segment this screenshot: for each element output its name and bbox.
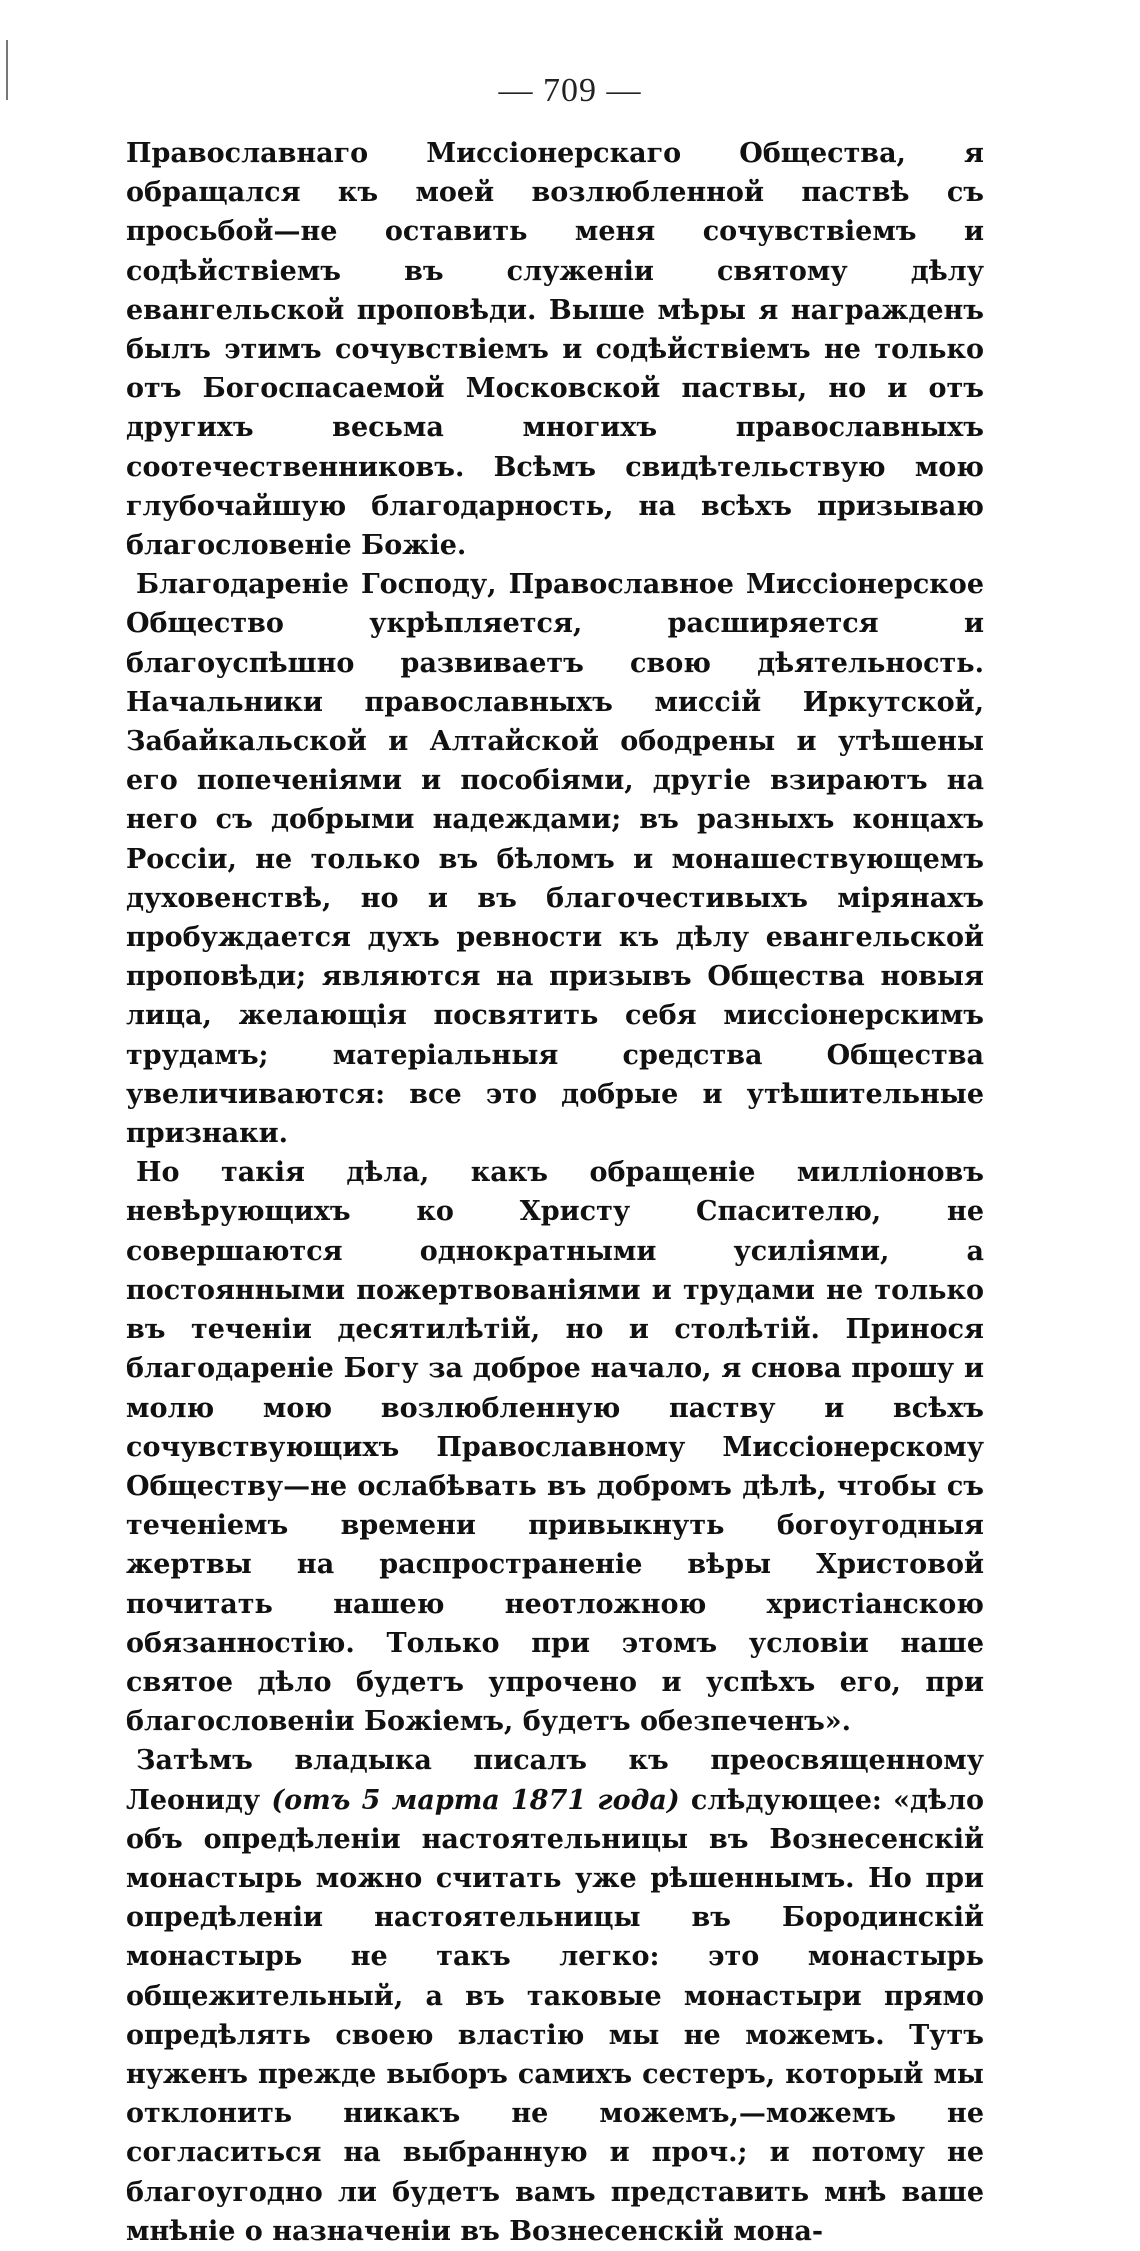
paragraph-3: Но такія дѣла, какъ обращеніе милліоновъ невѣрующихъ ко Христу Спасителю, не совершаются однократными усиліями, а постоянными пожертвованіями и трудами не только въ теченіи десятилѣтій, но и столѣтій. Принося благодареніе Богу за доброе начало, я снова прошу и молю мою возлюбленную паству и всѣхъ сочувствующихъ Православному Миссіонерскому Обществу—не ослабѣвать въ добромъ дѣлѣ, чтобы съ теченіемъ времени привыкнуть богоугодныя жертвы на распространеніе вѣры Христовой почитать нашею неотложною христіанскою обязанностію. Только при этомъ условіи наше святое дѣло будетъ упрочено и успѣхъ его, при благословеніи Божіемъ, будетъ обезпеченъ».: [126, 1157, 984, 1738]
paragraph-4-body: слѣдующее: «дѣло объ опредѣленіи настоятельницы въ Вознесенскій монастырь можно считать уже рѣшеннымъ. Но при опредѣленіи настоятельницы въ Бородинскій монастырь не такъ легко: это монастырь общежительный, а въ таковые монастыри прямо опредѣлять своею властію мы не можемъ. Тутъ нуженъ прежде выборъ самихъ сестеръ, который мы отклонить никакъ не можемъ,—можемъ не согласиться на выбранную и проч.; и потому не благоугодно ли будетъ вамъ представить мнѣ ваше мнѣніе о назначеніи въ Вознесенскій мона-: [126, 1784, 984, 2247]
paragraph-4: [126, 1741, 984, 2251]
paragraph-1: Православнаго Миссіонерскаго Общества, я обращался къ моей возлюбленной паствѣ съ просьбой—не оставить меня сочувствіемъ и содѣйствіемъ въ служеніи святому дѣлу евангельской проповѣди. Выше мѣры я награжденъ былъ этимъ сочувствіемъ и содѣйствіемъ не только отъ Богоспасаемой Московской паствы, но и отъ другихъ весьма многихъ православныхъ соотечественниковъ. Всѣмъ свидѣтельствую мою глубочайшую благодарность, на всѣхъ призываю благословеніе Божіе.: [126, 138, 984, 562]
paragraph-2: Благодареніе Господу, Православное Миссіонерское Общество укрѣпляется, расширяется и благоуспѣшно развиваетъ свою дѣятельность. Начальники православныхъ миссій Иркутской, Забайкальской и Алтайской ободрены и утѣшены его попеченіями и пособіями, другіе взираютъ на него съ добрыми надеждами; въ разныхъ концахъ Россіи, не только въ бѣломъ и монашествующемъ духовенствѣ, но и въ благочестивыхъ мірянахъ пробуждается духъ ревности къ дѣлу евангельской проповѣди; являются на призывъ Общества новыя лица, желающія посвятить себя миссіонерскимъ трудамъ; матеріальныя средства Общества увеличиваются: все это добрые и утѣшительные признаки.: [126, 569, 984, 1150]
date-reference: (отъ 5 марта 1871 года): [271, 1784, 680, 1816]
body-text: [126, 134, 984, 2251]
paragraph-4-lead: Затѣмъ владыка писалъ къ преосвященному Леониду: [126, 1745, 984, 1816]
page-number: — 709 —: [498, 72, 642, 109]
